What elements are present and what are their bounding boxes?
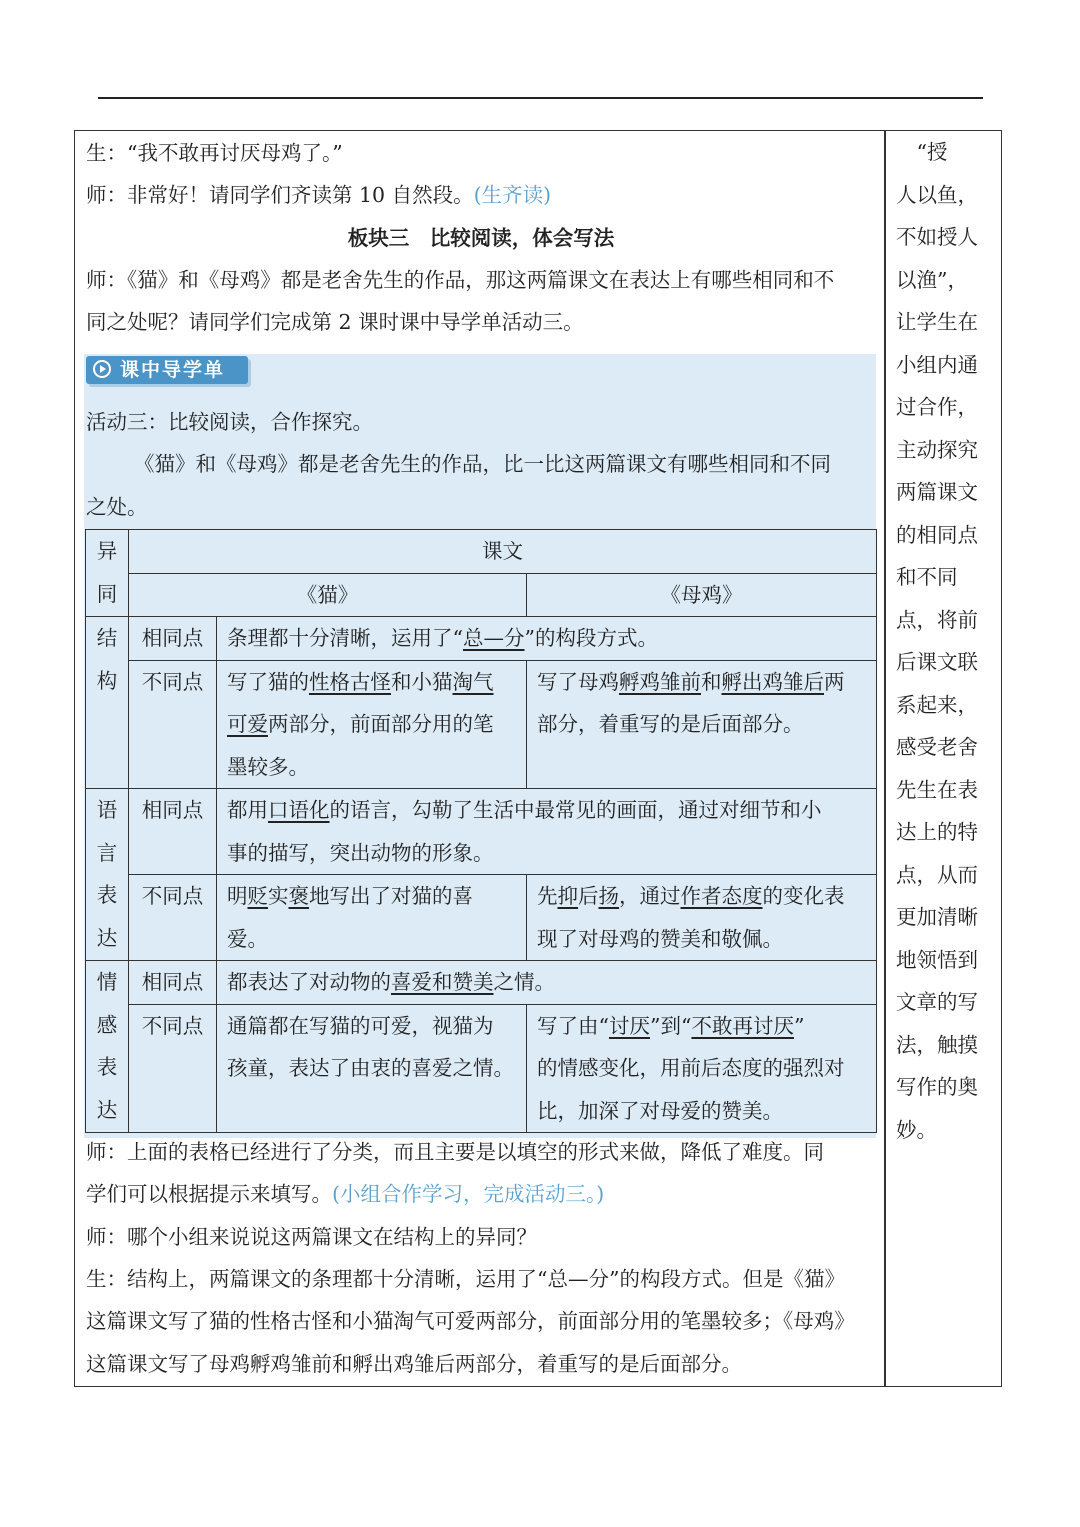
table-row xyxy=(86,875,877,961)
emotion-hen: 写了由“讨厌”到“不敢再讨厌” 的情感变化，用前后态度的强烈对 比，加深了对母爱的赞美。 xyxy=(527,1004,877,1133)
col-hen xyxy=(527,573,877,617)
blank-answer: 不敢再讨厌 xyxy=(691,1013,794,1038)
diff-label xyxy=(129,660,217,789)
blank-answer: 作者态度 xyxy=(680,884,763,908)
worksheet-tag xyxy=(86,356,248,384)
cell-text: 相同点 xyxy=(141,798,204,822)
section-heading: 板块三 比较阅读，体会写法 xyxy=(347,226,615,250)
line-text: 《猫》和《母鸡》都是老舍先生的作品，比一比这两篇课文有哪些相同和不同 xyxy=(134,452,831,476)
row-label-structure xyxy=(86,617,129,789)
stage-note: (生齐读) xyxy=(473,183,552,207)
cell-text: 《母鸡》 xyxy=(660,582,743,607)
table-row xyxy=(86,660,877,789)
table-row xyxy=(86,530,877,574)
language-hen: 先抑后扬，通过作者态度的变化表 现了对母鸡的赞美和敬佩。 xyxy=(527,875,877,961)
line-text: 师：哪个小组来说说这两篇课文在结构上的异同？ xyxy=(86,1225,537,1249)
dialogue-line xyxy=(86,132,343,174)
activity-desc xyxy=(134,443,831,485)
play-circle-icon xyxy=(93,360,111,378)
header-cell xyxy=(129,530,877,574)
header-rule xyxy=(98,97,983,99)
emotion-same: 都表达了对动物的喜爱和赞美之情。 xyxy=(217,961,877,1005)
blank-answer: 抑 xyxy=(557,884,578,908)
blank-answer: 孵出鸡雏后 xyxy=(721,669,824,694)
line-text: 这篇课文写了母鸡孵鸡雏前和孵出鸡雏后两部分，着重写的是后面部分。 xyxy=(86,1352,742,1376)
cell-text: 语 言 表 达 xyxy=(96,798,118,950)
worksheet-tag-label: 课中导学单 xyxy=(120,359,226,381)
dialogue-line xyxy=(86,259,834,301)
dialogue-line xyxy=(86,1300,855,1342)
line-text: 师：非常好！请同学们齐读第 10 自然段。 xyxy=(86,183,474,207)
blank-answer: 讨厌 xyxy=(608,1013,650,1038)
cell-text: 不同点 xyxy=(141,884,204,908)
same-label xyxy=(129,961,217,1005)
dialogue-line xyxy=(86,1258,845,1300)
dialogue-line xyxy=(86,1131,824,1173)
structure-hen: 写了母鸡孵鸡雏前和孵出鸡雏后两 部分，着重写的是后面部分。 xyxy=(527,660,877,789)
same-label xyxy=(129,617,217,661)
line-text: 生：“我不敢再讨厌母鸡了。” xyxy=(86,141,343,165)
line-text: 师：《猫》和《母鸡》都是老舍先生的作品，那这两篇课文在表达上有哪些相同和不 xyxy=(86,268,835,292)
emotion-cat: 通篇都在写猫的可爱，视猫为 孩童，表达了由衷的喜爱之情。 xyxy=(217,1004,527,1133)
same-label xyxy=(129,789,217,875)
col-cat xyxy=(129,573,527,617)
diff-label xyxy=(129,875,217,961)
blank-answer: 性格古怪 xyxy=(309,669,391,694)
dialogue-line xyxy=(86,1173,604,1215)
cell-text: 《猫》 xyxy=(296,582,359,607)
table-row xyxy=(86,617,877,661)
column-divider xyxy=(884,130,886,1387)
cell-text: 不同点 xyxy=(141,1013,204,1038)
blank-answer: 喜爱和赞美 xyxy=(391,970,494,994)
corner-cell xyxy=(86,530,129,617)
cell-text: 相同点 xyxy=(141,626,204,650)
cell-text: 课文 xyxy=(482,539,523,563)
blank-answer: 淘气 xyxy=(452,669,494,694)
line-text: 师：上面的表格已经进行了分类，而且主要是以填空的形式来做，降低了难度。同 xyxy=(86,1140,824,1164)
blank-answer: 孵鸡雏前 xyxy=(619,669,701,694)
language-cat: 明贬实褒地写出了对猫的喜 爱。 xyxy=(217,875,527,961)
blank-answer: 褒 xyxy=(288,884,309,908)
line-text: 同之处呢？请同学们完成第 2 课时课中导学单活动三。 xyxy=(86,310,584,334)
activity-title xyxy=(86,401,373,443)
comparison-table xyxy=(85,529,877,1133)
line-text: 生：结构上，两篇课文的条理都十分清晰，运用了“总—分”的构段方式。但是《猫》 xyxy=(86,1267,845,1291)
cell-text: 结 构 xyxy=(96,626,118,693)
blank-answer: 贬 xyxy=(247,884,268,908)
line-text: 活动三：比较阅读，合作探究。 xyxy=(86,410,373,434)
table-row xyxy=(86,573,877,617)
line-text: 之处。 xyxy=(86,495,148,519)
row-label-emotion xyxy=(86,961,129,1133)
cell-text: 情 感 表 达 xyxy=(96,970,118,1122)
row-label-language xyxy=(86,789,129,961)
table-row xyxy=(86,789,877,875)
structure-same: 条理都十分清晰，运用了“总—分”的构段方式。 xyxy=(217,617,877,661)
stage-note: (小组合作学习，完成活动三。) xyxy=(332,1182,605,1206)
cell-text: 相同点 xyxy=(141,970,204,994)
activity-desc xyxy=(86,486,148,528)
dialogue-line xyxy=(86,174,551,216)
table-row xyxy=(86,961,877,1005)
diff-label xyxy=(129,1004,217,1133)
table-row xyxy=(86,1004,877,1133)
line-text: 这篇课文写了猫的性格古怪和小猫淘气可爱两部分，前面部分用的笔墨较多；《母鸡》 xyxy=(86,1309,855,1333)
dialogue-line xyxy=(86,1216,537,1258)
dialogue-line xyxy=(86,1343,742,1385)
blank-answer: 可爱 xyxy=(227,712,268,736)
blank-answer: 扬 xyxy=(598,884,619,908)
line-text: 学们可以根据提示来填写。 xyxy=(86,1182,332,1206)
cell-text: 不同点 xyxy=(141,669,204,694)
language-same: 都用口语化的语言，勾勒了生活中最常见的画面，通过对细节和小 事的描写，突出动物的形象。 xyxy=(217,789,877,875)
design-intent-note: “授 人以鱼， 不如授人 以渔”， 让学生在 小组内通 过合作， 主动探究 两篇课文 的相同点 和不同 点，将前 后课文联 系起来， 感受老舍 先生在表 达上的特 点，从而 更加清晰 地领悟到 文章的写 法，触摸 写作的奥 妙。 xyxy=(896,140,978,1142)
structure-cat: 写了猫的性格古怪和小猫淘气 可爱两部分，前面部分用的笔 墨较多。 xyxy=(217,660,527,789)
blank-answer: 口语化 xyxy=(268,798,330,822)
blank-answer: 总—分 xyxy=(462,626,525,650)
cell-text: 异 同 xyxy=(96,539,118,606)
dialogue-line xyxy=(86,301,584,343)
